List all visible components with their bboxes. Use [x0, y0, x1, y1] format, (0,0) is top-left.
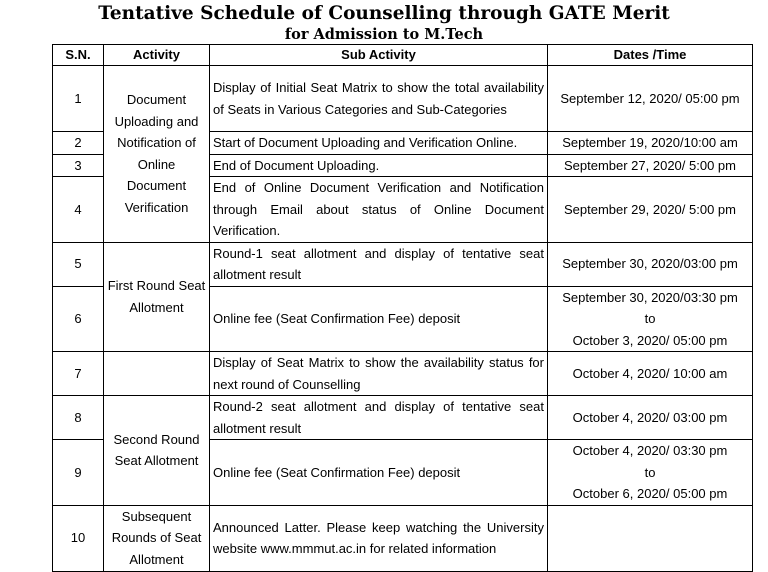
page-title: Tentative Schedule of Counselling through GATE Merit [98, 3, 670, 24]
sn-cell: 6 [53, 286, 104, 352]
header-sn: S.N. [53, 45, 104, 66]
sub-activity-cell: Round-2 seat allotment and display of tentative seat allotment result [210, 396, 548, 440]
sub-activity-cell: Online fee (Seat Confirmation Fee) deposit [210, 286, 548, 352]
date-cell: September 19, 2020/10:00 am [548, 132, 753, 155]
sub-activity-cell: Round-1 seat allotment and display of tentative seat allotment result [210, 242, 548, 286]
date-line: September 30, 2020/03:30 pm [562, 289, 738, 305]
sn-cell: 4 [53, 177, 104, 243]
sn-cell: 10 [53, 505, 104, 571]
sub-activity-cell: End of Online Document Verification and Notification through Email about status of Online Document Verification. [210, 177, 548, 243]
sn-cell: 9 [53, 440, 104, 506]
page-subtitle: for Admission to M.Tech [284, 26, 484, 43]
date-cell [548, 505, 753, 571]
date-line: October 4, 2020/ 03:30 pm [572, 443, 728, 458]
sn-cell: 5 [53, 242, 104, 286]
date-line: October 3, 2020/ 05:00 pm [572, 332, 728, 348]
header-dates: Dates /Time [548, 45, 753, 66]
table-row [53, 505, 753, 571]
sn-cell: 2 [53, 132, 104, 155]
table-header-row [53, 45, 753, 66]
table-row [53, 66, 753, 132]
sn-cell: 7 [53, 352, 104, 396]
date-line: October 6, 2020/ 05:00 pm [572, 486, 728, 501]
activity-cell: Second Round Seat Allotment [104, 396, 210, 506]
table-row [53, 352, 753, 396]
activity-cell: First Round Seat Allotment [104, 242, 210, 352]
date-line: to [644, 464, 656, 480]
date-cell: October 4, 2020/ 03:00 pm [548, 396, 753, 440]
header-sub-activity: Sub Activity [210, 45, 548, 66]
schedule-table [52, 44, 753, 572]
date-cell: September 27, 2020/ 5:00 pm [548, 154, 753, 177]
sn-cell: 8 [53, 396, 104, 440]
date-cell [548, 286, 753, 352]
date-cell: September 30, 2020/03:00 pm [548, 242, 753, 286]
sub-activity-cell: Display of Seat Matrix to show the availability status for next round of Counselling [210, 352, 548, 396]
sub-activity-cell: Announced Latter. Please keep watching the University website www.mmmut.ac.in for related information [210, 505, 548, 571]
table-row [53, 242, 753, 286]
sn-cell: 3 [53, 154, 104, 177]
sub-activity-cell: Online fee (Seat Confirmation Fee) deposit [210, 440, 548, 506]
sub-activity-cell: End of Document Uploading. [210, 154, 548, 177]
activity-cell: Document Uploading and Notification of Online Document Verification [104, 66, 210, 243]
activity-cell: Subsequent Rounds of Seat Allotment [104, 505, 210, 571]
activity-cell [104, 352, 210, 396]
date-line: to [644, 311, 656, 326]
sn-cell: 1 [53, 66, 104, 132]
sub-activity-cell: Start of Document Uploading and Verification Online. [210, 132, 548, 155]
date-cell: October 4, 2020/ 10:00 am [548, 352, 753, 396]
header-activity: Activity [104, 45, 210, 66]
date-cell: September 12, 2020/ 05:00 pm [548, 66, 753, 132]
table-row [53, 396, 753, 440]
sub-activity-cell: Display of Initial Seat Matrix to show the total availability of Seats in Various Categories and Sub-Categories [210, 66, 548, 132]
date-cell [548, 440, 753, 506]
date-cell: September 29, 2020/ 5:00 pm [548, 177, 753, 243]
